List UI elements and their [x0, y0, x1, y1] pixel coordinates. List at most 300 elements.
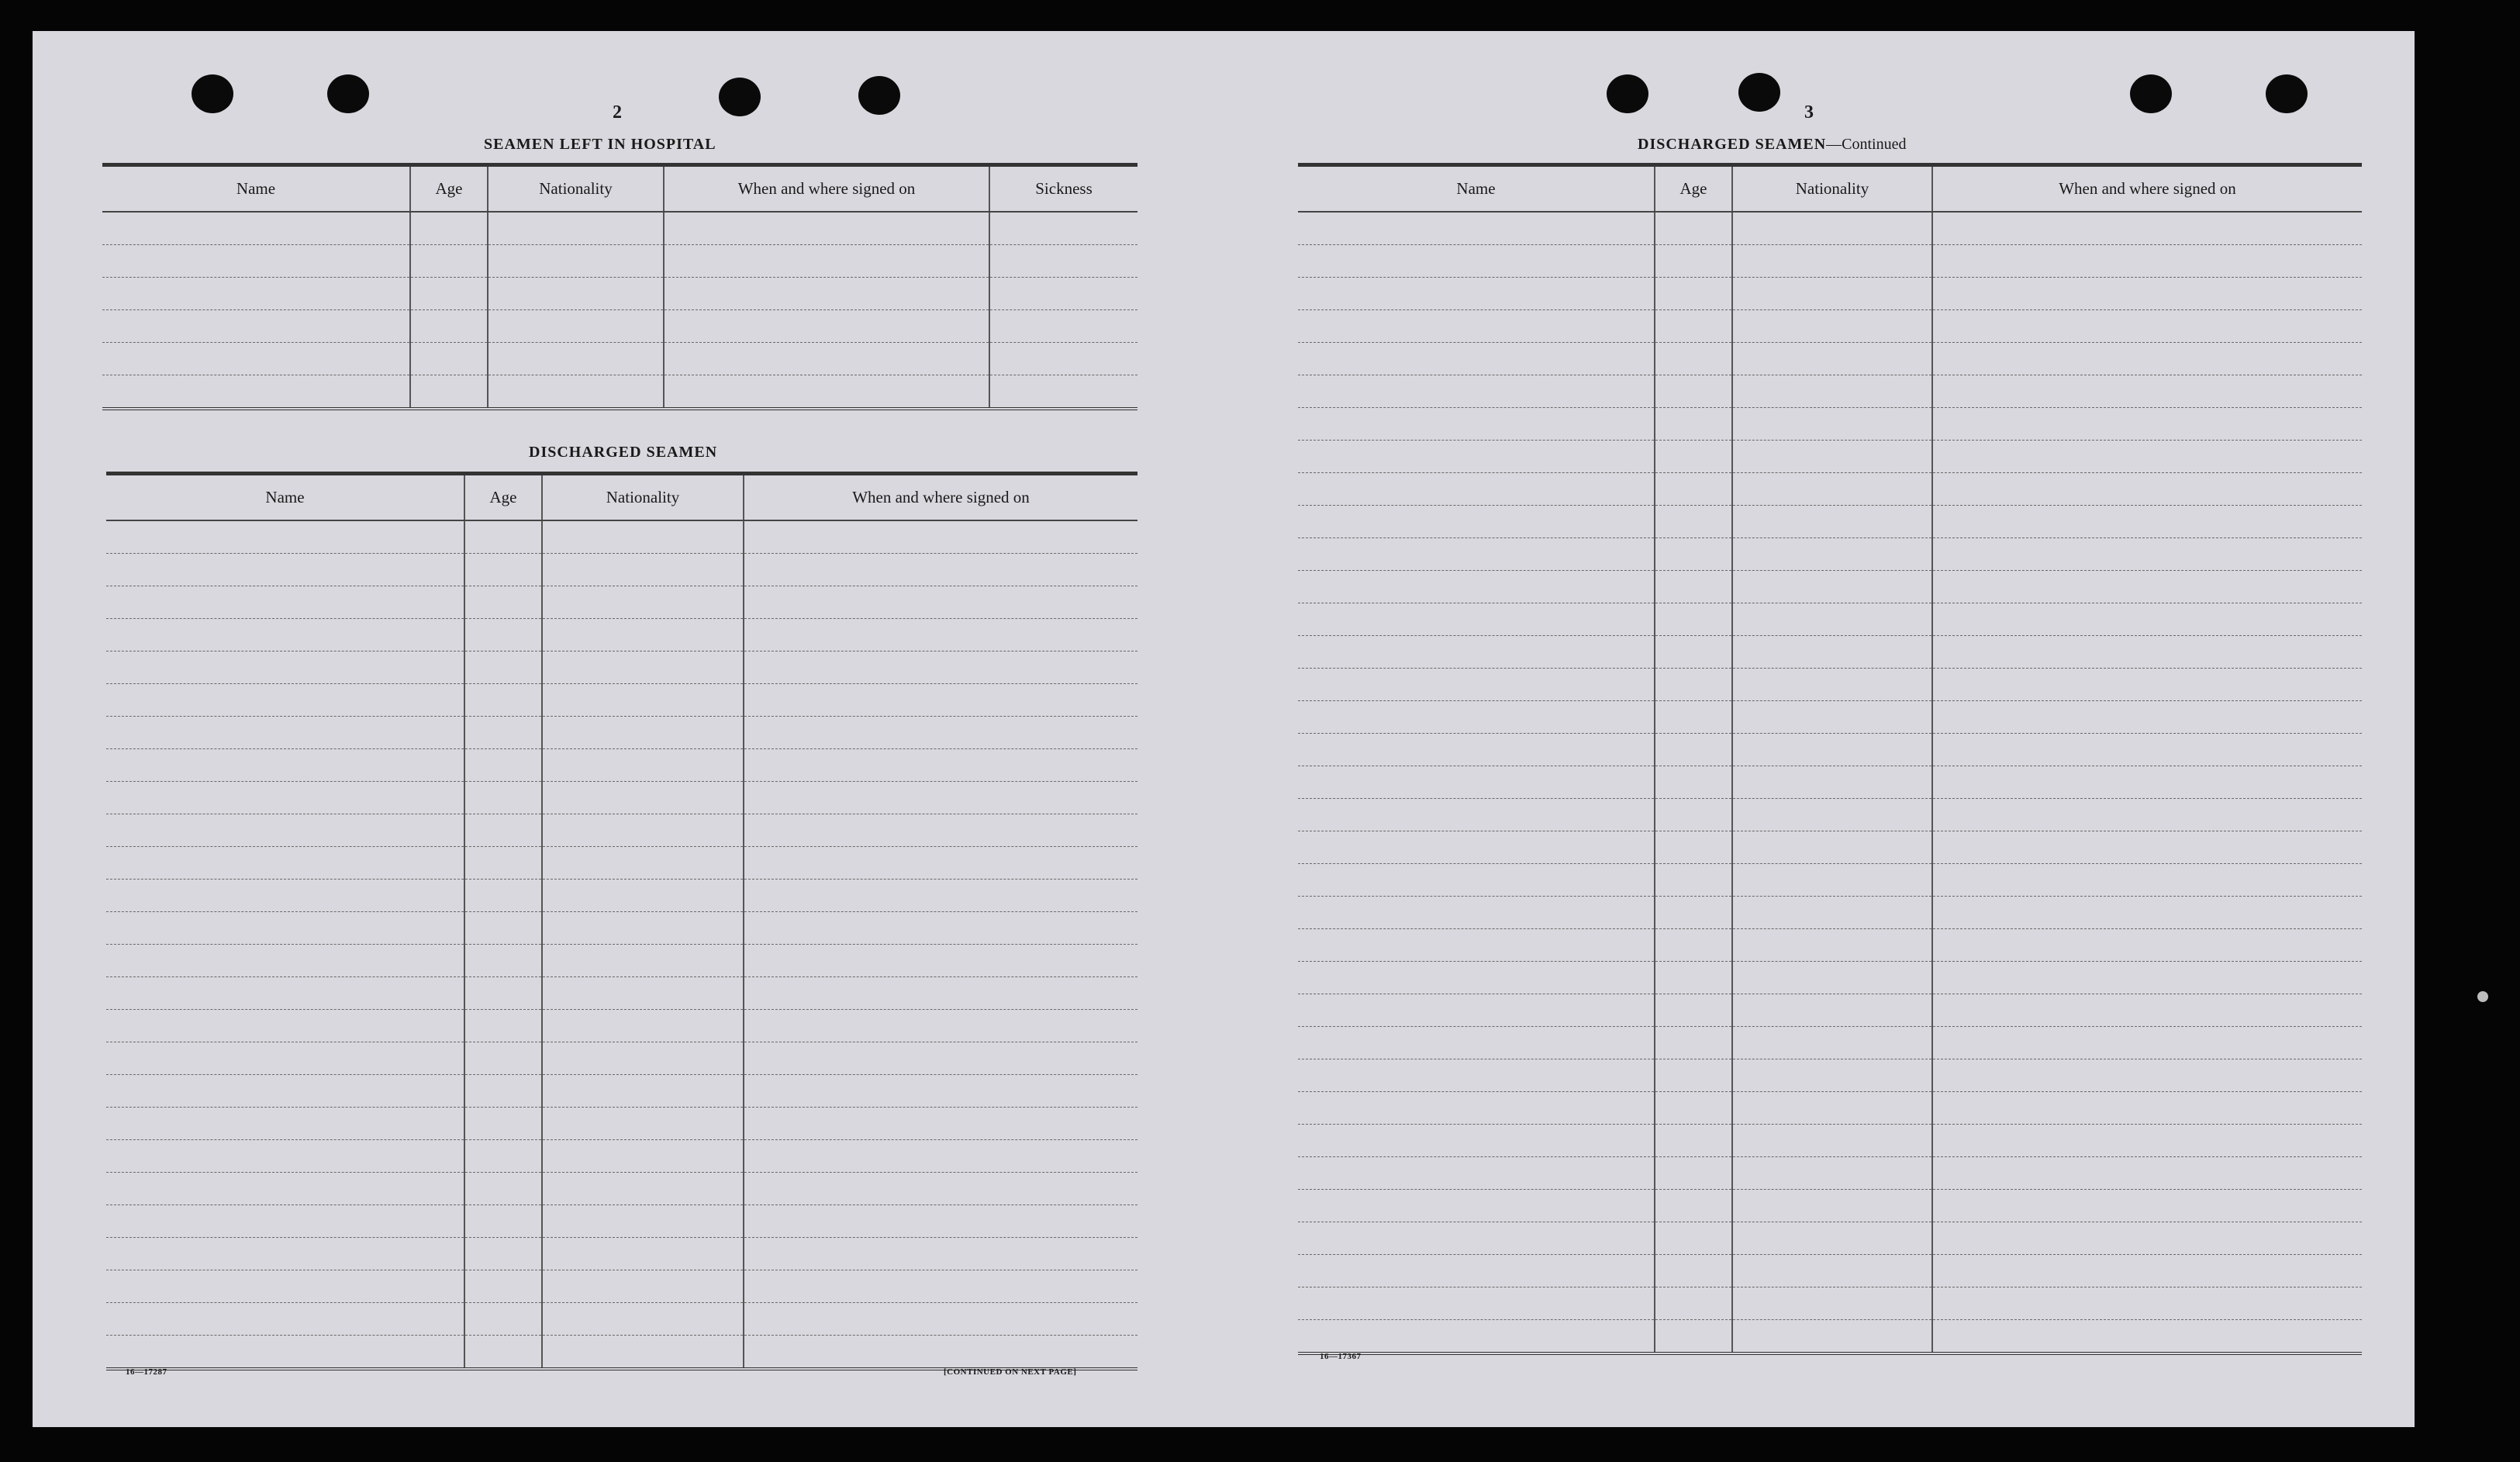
entry-cell[interactable] [464, 880, 542, 912]
entry-cell[interactable] [1932, 864, 2362, 897]
entry-cell[interactable] [1298, 375, 1655, 408]
entry-cell[interactable] [1298, 1027, 1655, 1059]
entry-cell[interactable] [1732, 1190, 1932, 1222]
entry-cell[interactable] [410, 310, 488, 343]
table-row [1298, 1125, 2362, 1157]
entry-cell[interactable] [1732, 636, 1932, 669]
entry-cell[interactable] [1298, 1059, 1655, 1092]
entry-cell[interactable] [106, 520, 464, 554]
entry-cell[interactable] [989, 245, 1137, 278]
entry-cell[interactable] [1932, 212, 2362, 245]
entry-cell[interactable] [1732, 506, 1932, 538]
entry-cell[interactable] [106, 554, 464, 586]
table-row [106, 1238, 1137, 1270]
entry-cell[interactable] [1655, 669, 1732, 701]
entry-cell[interactable] [464, 945, 542, 977]
entry-cell[interactable] [1732, 929, 1932, 962]
entry-cell[interactable] [1655, 1255, 1732, 1287]
entry-cell[interactable] [1932, 375, 2362, 408]
entry-cell[interactable] [1932, 441, 2362, 473]
entry-cell[interactable] [1732, 897, 1932, 929]
entry-cell[interactable] [1932, 343, 2362, 375]
entry-cell[interactable] [410, 212, 488, 245]
entry-cell[interactable] [1732, 278, 1932, 310]
entry-cell[interactable] [1932, 994, 2362, 1027]
entry-cell[interactable] [542, 1303, 744, 1336]
entry-cell[interactable] [1932, 506, 2362, 538]
entry-cell[interactable] [1732, 1157, 1932, 1190]
entry-cell[interactable] [542, 554, 744, 586]
entry-cell[interactable] [989, 212, 1137, 245]
entry-cell[interactable] [1655, 538, 1732, 571]
entry-cell[interactable] [464, 782, 542, 814]
entry-cell[interactable] [1732, 375, 1932, 408]
entry-cell[interactable] [744, 1336, 1137, 1370]
entry-cell[interactable] [1298, 1287, 1655, 1320]
entry-cell[interactable] [106, 1238, 464, 1270]
entry-cell[interactable] [1932, 766, 2362, 799]
entry-cell[interactable] [1298, 441, 1655, 473]
entry-cell[interactable] [1655, 1320, 1732, 1354]
entry-cell[interactable] [744, 847, 1137, 880]
entry-cell[interactable] [106, 1173, 464, 1205]
entry-cell[interactable] [1655, 1287, 1732, 1320]
entry-cell[interactable] [1932, 1190, 2362, 1222]
entry-cell[interactable] [1298, 962, 1655, 994]
table-row [106, 1108, 1137, 1140]
entry-cell[interactable] [1732, 1092, 1932, 1125]
entry-cell[interactable] [1655, 1157, 1732, 1190]
entry-cell[interactable] [1655, 245, 1732, 278]
entry-cell[interactable] [1298, 1222, 1655, 1255]
punch-hole-8 [2266, 74, 2308, 113]
entry-cell[interactable] [744, 1075, 1137, 1108]
entry-cell[interactable] [1932, 310, 2362, 343]
entry-cell[interactable] [106, 1303, 464, 1336]
entry-cell[interactable] [1298, 1092, 1655, 1125]
entry-cell[interactable] [1932, 1125, 2362, 1157]
entry-cell[interactable] [488, 343, 664, 375]
entry-cell[interactable] [1932, 831, 2362, 864]
continued-col-name: Name [1298, 165, 1655, 213]
entry-cell[interactable] [1732, 473, 1932, 506]
entry-cell[interactable] [1298, 766, 1655, 799]
entry-cell[interactable] [1732, 1125, 1932, 1157]
entry-cell[interactable] [106, 586, 464, 619]
entry-cell[interactable] [464, 1075, 542, 1108]
table-row [102, 310, 1137, 343]
entry-cell[interactable] [488, 212, 664, 245]
entry-cell[interactable] [744, 1108, 1137, 1140]
entry-cell[interactable] [542, 749, 744, 782]
entry-cell[interactable] [1732, 1222, 1932, 1255]
entry-cell[interactable] [464, 1336, 542, 1370]
entry-cell[interactable] [1655, 1125, 1732, 1157]
entry-cell[interactable] [1298, 701, 1655, 734]
entry-cell[interactable] [989, 343, 1137, 375]
entry-cell[interactable] [542, 586, 744, 619]
entry-cell[interactable] [1298, 310, 1655, 343]
entry-cell[interactable] [1732, 1059, 1932, 1092]
table-row [1298, 1287, 2362, 1320]
entry-cell[interactable] [464, 1303, 542, 1336]
entry-cell[interactable] [744, 554, 1137, 586]
entry-cell[interactable] [1655, 310, 1732, 343]
entry-cell[interactable] [1655, 636, 1732, 669]
entry-cell[interactable] [464, 1238, 542, 1270]
entry-cell[interactable] [1932, 701, 2362, 734]
entry-cell[interactable] [1655, 571, 1732, 603]
entry-cell[interactable] [1932, 799, 2362, 831]
entry-cell[interactable] [1298, 1157, 1655, 1190]
entry-cell[interactable] [102, 212, 410, 245]
entry-cell[interactable] [744, 1042, 1137, 1075]
entry-cell[interactable] [542, 652, 744, 684]
entry-cell[interactable] [1655, 473, 1732, 506]
entry-cell[interactable] [1655, 441, 1732, 473]
entry-cell[interactable] [1298, 473, 1655, 506]
discharged-col-signed-on: When and where signed on [744, 474, 1137, 521]
entry-cell[interactable] [664, 245, 989, 278]
entry-cell[interactable] [989, 278, 1137, 310]
entry-cell[interactable] [1655, 278, 1732, 310]
entry-cell[interactable] [464, 1042, 542, 1075]
entry-cell[interactable] [1732, 408, 1932, 441]
entry-cell[interactable] [1655, 1190, 1732, 1222]
entry-cell[interactable] [744, 1140, 1137, 1173]
entry-cell[interactable] [1732, 831, 1932, 864]
continued-col-age: Age [1655, 165, 1732, 213]
entry-cell[interactable] [464, 684, 542, 717]
entry-cell[interactable] [106, 1270, 464, 1303]
entry-cell[interactable] [410, 245, 488, 278]
entry-cell[interactable] [1655, 929, 1732, 962]
entry-cell[interactable] [1655, 1092, 1732, 1125]
entry-cell[interactable] [542, 814, 744, 847]
entry-cell[interactable] [1932, 473, 2362, 506]
entry-cell[interactable] [1932, 929, 2362, 962]
entry-cell[interactable] [1298, 799, 1655, 831]
entry-cell[interactable] [1732, 962, 1932, 994]
entry-cell[interactable] [1932, 1320, 2362, 1354]
entry-cell[interactable] [1732, 864, 1932, 897]
entry-cell[interactable] [464, 586, 542, 619]
entry-cell[interactable] [106, 1140, 464, 1173]
entry-cell[interactable] [744, 520, 1137, 554]
entry-cell[interactable] [1932, 1027, 2362, 1059]
entry-cell[interactable] [1655, 212, 1732, 245]
entry-cell[interactable] [744, 977, 1137, 1010]
discharged-col-nationality: Nationality [542, 474, 744, 521]
entry-cell[interactable] [1932, 408, 2362, 441]
entry-cell[interactable] [1732, 1027, 1932, 1059]
entry-cell[interactable] [744, 586, 1137, 619]
entry-cell[interactable] [1298, 245, 1655, 278]
entry-cell[interactable] [1655, 831, 1732, 864]
entry-cell[interactable] [464, 1140, 542, 1173]
entry-cell[interactable] [106, 717, 464, 749]
entry-cell[interactable] [1932, 636, 2362, 669]
entry-cell[interactable] [1932, 603, 2362, 636]
entry-cell[interactable] [664, 310, 989, 343]
entry-cell[interactable] [664, 278, 989, 310]
entry-cell[interactable] [106, 912, 464, 945]
entry-cell[interactable] [106, 652, 464, 684]
entry-cell[interactable] [1298, 864, 1655, 897]
entry-cell[interactable] [1655, 1027, 1732, 1059]
entry-cell[interactable] [542, 1173, 744, 1205]
entry-cell[interactable] [102, 375, 410, 410]
entry-cell[interactable] [1932, 962, 2362, 994]
entry-cell[interactable] [1298, 1255, 1655, 1287]
table-row [1298, 1157, 2362, 1190]
entry-cell[interactable] [1298, 538, 1655, 571]
entry-cell[interactable] [542, 717, 744, 749]
entry-cell[interactable] [1298, 571, 1655, 603]
entry-cell[interactable] [542, 1205, 744, 1238]
entry-cell[interactable] [542, 684, 744, 717]
entry-cell[interactable] [488, 245, 664, 278]
entry-cell[interactable] [1655, 766, 1732, 799]
entry-cell[interactable] [464, 520, 542, 554]
entry-cell[interactable] [464, 619, 542, 652]
table-row [106, 945, 1137, 977]
entry-cell[interactable] [1298, 929, 1655, 962]
entry-cell[interactable] [488, 278, 664, 310]
entry-cell[interactable] [542, 1108, 744, 1140]
entry-cell[interactable] [106, 1108, 464, 1140]
continued-note: [CONTINUED ON NEXT PAGE] [944, 1367, 1077, 1377]
table-row [102, 278, 1137, 310]
entry-cell[interactable] [464, 749, 542, 782]
entry-cell[interactable] [989, 310, 1137, 343]
entry-cell[interactable] [464, 814, 542, 847]
entry-cell[interactable] [1732, 1320, 1932, 1354]
entry-cell[interactable] [1655, 799, 1732, 831]
entry-cell[interactable] [1298, 669, 1655, 701]
entry-cell[interactable] [1732, 571, 1932, 603]
entry-cell[interactable] [542, 912, 744, 945]
entry-cell[interactable] [1932, 1222, 2362, 1255]
entry-cell[interactable] [106, 1075, 464, 1108]
entry-cell[interactable] [1655, 994, 1732, 1027]
entry-cell[interactable] [1932, 897, 2362, 929]
entry-cell[interactable] [542, 847, 744, 880]
entry-cell[interactable] [1655, 343, 1732, 375]
entry-cell[interactable] [542, 782, 744, 814]
entry-cell[interactable] [464, 1205, 542, 1238]
entry-cell[interactable] [1732, 603, 1932, 636]
entry-cell[interactable] [106, 1336, 464, 1370]
entry-cell[interactable] [106, 977, 464, 1010]
entry-cell[interactable] [664, 375, 989, 410]
entry-cell[interactable] [1298, 506, 1655, 538]
entry-cell[interactable] [1932, 1255, 2362, 1287]
table-row [1298, 212, 2362, 245]
entry-cell[interactable] [989, 375, 1137, 410]
entry-cell[interactable] [744, 1173, 1137, 1205]
entry-cell[interactable] [102, 310, 410, 343]
entry-cell[interactable] [1298, 408, 1655, 441]
entry-cell[interactable] [464, 554, 542, 586]
entry-cell[interactable] [744, 1010, 1137, 1042]
entry-cell[interactable] [1932, 1092, 2362, 1125]
entry-cell[interactable] [410, 278, 488, 310]
entry-cell[interactable] [106, 684, 464, 717]
entry-cell[interactable] [744, 782, 1137, 814]
entry-cell[interactable] [1732, 343, 1932, 375]
entry-cell[interactable] [410, 343, 488, 375]
entry-cell[interactable] [106, 945, 464, 977]
entry-cell[interactable] [542, 977, 744, 1010]
entry-cell[interactable] [744, 749, 1137, 782]
entry-cell[interactable] [744, 1205, 1137, 1238]
entry-cell[interactable] [1732, 669, 1932, 701]
entry-cell[interactable] [106, 749, 464, 782]
entry-cell[interactable] [1298, 636, 1655, 669]
entry-cell[interactable] [1732, 766, 1932, 799]
entry-cell[interactable] [1932, 1287, 2362, 1320]
entry-cell[interactable] [744, 945, 1137, 977]
entry-cell[interactable] [1932, 1059, 2362, 1092]
entry-cell[interactable] [744, 619, 1137, 652]
table-row [1298, 994, 2362, 1027]
entry-cell[interactable] [106, 847, 464, 880]
entry-cell[interactable] [1298, 603, 1655, 636]
entry-cell[interactable] [744, 814, 1137, 847]
entry-cell[interactable] [542, 1238, 744, 1270]
table-row [106, 1303, 1137, 1336]
entry-cell[interactable] [106, 880, 464, 912]
entry-cell[interactable] [106, 1042, 464, 1075]
entry-cell[interactable] [744, 880, 1137, 912]
entry-cell[interactable] [744, 912, 1137, 945]
table-row [102, 245, 1137, 278]
entry-cell[interactable] [106, 814, 464, 847]
entry-cell[interactable] [744, 1303, 1137, 1336]
entry-cell[interactable] [1732, 701, 1932, 734]
entry-cell[interactable] [488, 310, 664, 343]
entry-cell[interactable] [464, 1270, 542, 1303]
entry-cell[interactable] [664, 212, 989, 245]
entry-cell[interactable] [1655, 1059, 1732, 1092]
entry-cell[interactable] [1298, 994, 1655, 1027]
entry-cell[interactable] [1732, 212, 1932, 245]
table-row [1298, 603, 2362, 636]
entry-cell[interactable] [1732, 1287, 1932, 1320]
table-row [1298, 245, 2362, 278]
entry-cell[interactable] [1932, 1157, 2362, 1190]
entry-cell[interactable] [1732, 538, 1932, 571]
entry-cell[interactable] [464, 847, 542, 880]
entry-cell[interactable] [542, 1010, 744, 1042]
entry-cell[interactable] [1732, 799, 1932, 831]
entry-cell[interactable] [464, 717, 542, 749]
entry-cell[interactable] [464, 912, 542, 945]
entry-cell[interactable] [106, 619, 464, 652]
entry-cell[interactable] [664, 343, 989, 375]
punch-hole-3 [719, 78, 761, 116]
entry-cell[interactable] [106, 1010, 464, 1042]
entry-cell[interactable] [1655, 506, 1732, 538]
entry-cell[interactable] [542, 520, 744, 554]
entry-cell[interactable] [464, 977, 542, 1010]
entry-cell[interactable] [1655, 864, 1732, 897]
entry-cell[interactable] [1298, 831, 1655, 864]
entry-cell[interactable] [1298, 278, 1655, 310]
entry-cell[interactable] [1732, 1255, 1932, 1287]
entry-cell[interactable] [1655, 701, 1732, 734]
entry-cell[interactable] [1298, 1320, 1655, 1354]
entry-cell[interactable] [744, 1270, 1137, 1303]
entry-cell[interactable] [1655, 897, 1732, 929]
entry-cell[interactable] [1732, 310, 1932, 343]
entry-cell[interactable] [1655, 408, 1732, 441]
entry-cell[interactable] [1732, 441, 1932, 473]
entry-cell[interactable] [1298, 734, 1655, 766]
entry-cell[interactable] [464, 1173, 542, 1205]
entry-cell[interactable] [102, 278, 410, 310]
entry-cell[interactable] [542, 945, 744, 977]
entry-cell[interactable] [464, 1010, 542, 1042]
entry-cell[interactable] [1732, 994, 1932, 1027]
entry-cell[interactable] [744, 717, 1137, 749]
entry-cell[interactable] [542, 880, 744, 912]
entry-cell[interactable] [744, 652, 1137, 684]
entry-cell[interactable] [106, 782, 464, 814]
table-row [106, 554, 1137, 586]
entry-cell[interactable] [1932, 571, 2362, 603]
entry-cell[interactable] [542, 619, 744, 652]
entry-cell[interactable] [1298, 897, 1655, 929]
entry-cell[interactable] [102, 343, 410, 375]
entry-cell[interactable] [542, 1336, 744, 1370]
entry-cell[interactable] [1298, 212, 1655, 245]
entry-cell[interactable] [1655, 962, 1732, 994]
entry-cell[interactable] [744, 1238, 1137, 1270]
table-row [1298, 278, 2362, 310]
entry-cell[interactable] [1932, 278, 2362, 310]
entry-cell[interactable] [542, 1140, 744, 1173]
entry-cell[interactable] [1655, 1222, 1732, 1255]
entry-cell[interactable] [1655, 375, 1732, 408]
entry-cell[interactable] [102, 245, 410, 278]
entry-cell[interactable] [542, 1042, 744, 1075]
entry-cell[interactable] [1298, 1190, 1655, 1222]
entry-cell[interactable] [1932, 538, 2362, 571]
entry-cell[interactable] [542, 1075, 744, 1108]
table-row [106, 586, 1137, 619]
entry-cell[interactable] [744, 684, 1137, 717]
entry-cell[interactable] [1298, 1125, 1655, 1157]
entry-cell[interactable] [1655, 603, 1732, 636]
entry-cell[interactable] [106, 1205, 464, 1238]
entry-cell[interactable] [1732, 734, 1932, 766]
entry-cell[interactable] [1932, 734, 2362, 766]
entry-cell[interactable] [1655, 734, 1732, 766]
entry-cell[interactable] [464, 1108, 542, 1140]
entry-cell[interactable] [1932, 245, 2362, 278]
hospital-section-title: SEAMEN LEFT IN HOSPITAL [484, 136, 716, 153]
entry-cell[interactable] [464, 652, 542, 684]
entry-cell[interactable] [542, 1270, 744, 1303]
entry-cell[interactable] [1932, 669, 2362, 701]
entry-cell[interactable] [488, 375, 664, 410]
entry-cell[interactable] [1732, 245, 1932, 278]
entry-cell[interactable] [1298, 343, 1655, 375]
table-row [106, 912, 1137, 945]
entry-cell[interactable] [410, 375, 488, 410]
